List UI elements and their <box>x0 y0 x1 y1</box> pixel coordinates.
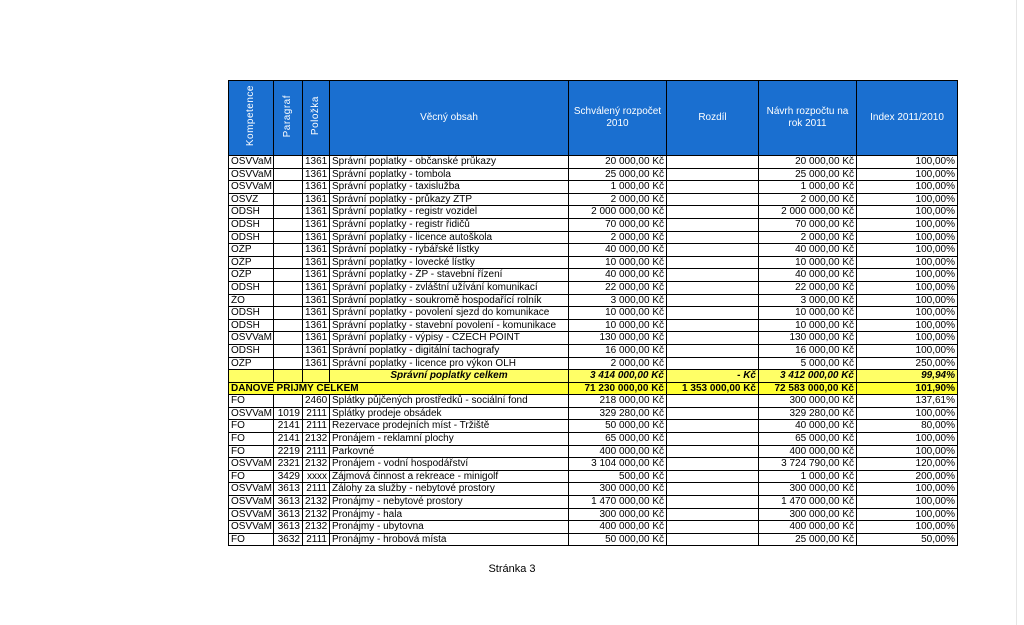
cell-polozka: 2111 <box>303 407 330 420</box>
cell-polozka: 1361 <box>303 244 330 257</box>
cell-rozdil <box>667 433 759 446</box>
cell-polozka: 1361 <box>303 156 330 169</box>
cell-kompetence: FO <box>229 533 274 546</box>
cell-kompetence: ODSH <box>229 281 274 294</box>
cell-schvaleny: 2 000 000,00 Kč <box>569 206 667 219</box>
cell-schvaleny: 65 000,00 Kč <box>569 433 667 446</box>
cell-paragraf: 2141 <box>274 433 303 446</box>
cell-rozdil <box>667 244 759 257</box>
cell-paragraf <box>274 357 303 370</box>
table-row <box>229 156 958 169</box>
cell-navrh: 3 000,00 Kč <box>759 294 857 307</box>
cell-rozdil <box>667 307 759 320</box>
cell-navrh: 16 000,00 Kč <box>759 344 857 357</box>
table-row <box>229 231 958 244</box>
table-row <box>229 445 958 458</box>
table-row <box>229 483 958 496</box>
cell-polozka: 2460 <box>303 395 330 408</box>
cell-paragraf <box>274 269 303 282</box>
cell-kompetence: ODSH <box>229 307 274 320</box>
cell-schvaleny: 70 000,00 Kč <box>569 218 667 231</box>
cell-schvaleny: 400 000,00 Kč <box>569 521 667 534</box>
cell-navrh: 22 000,00 Kč <box>759 281 857 294</box>
cell-index: 100,00% <box>857 521 958 534</box>
cell-paragraf: 3613 <box>274 521 303 534</box>
table-row <box>229 269 958 282</box>
cell-kompetence: ODSH <box>229 206 274 219</box>
cell-navrh: 300 000,00 Kč <box>759 508 857 521</box>
cell-polozka: 1361 <box>303 256 330 269</box>
cell-paragraf <box>274 193 303 206</box>
table-row <box>229 168 958 181</box>
cell-polozka: 1361 <box>303 218 330 231</box>
cell-kompetence: OSVVaM <box>229 521 274 534</box>
cell-rozdil <box>667 458 759 471</box>
cell-schvaleny: 218 000,00 Kč <box>569 395 667 408</box>
cell-paragraf <box>274 281 303 294</box>
cell-rozdil <box>667 470 759 483</box>
cell-index: 100,00% <box>857 168 958 181</box>
header-kompetence: Kompetence <box>229 81 274 156</box>
cell-navrh: 3 724 790,00 Kč <box>759 458 857 471</box>
cell-navrh: 300 000,00 Kč <box>759 395 857 408</box>
table-row <box>229 244 958 257</box>
cell-rozdil <box>667 357 759 370</box>
cell-paragraf <box>274 294 303 307</box>
cell-index: 50,00% <box>857 533 958 546</box>
cell-vecny-obsah: Správní poplatky - licence pro výkon OLH <box>330 357 569 370</box>
cell-navrh: 20 000,00 Kč <box>759 156 857 169</box>
cell-rozdil <box>667 395 759 408</box>
cell-paragraf: 3613 <box>274 496 303 509</box>
total-index: 101,90% <box>857 382 958 395</box>
cell-kompetence: FO <box>229 433 274 446</box>
cell-schvaleny: 40 000,00 Kč <box>569 269 667 282</box>
table-row <box>229 181 958 194</box>
total-rozdil: 1 353 000,00 Kč <box>667 382 759 395</box>
cell-polozka: 1361 <box>303 193 330 206</box>
subtotal-schvaleny: 3 414 000,00 Kč <box>569 370 667 383</box>
table-row <box>229 218 958 231</box>
cell-schvaleny: 22 000,00 Kč <box>569 281 667 294</box>
cell-vecny-obsah: Správní poplatky - výpisy - CZECH POINT <box>330 332 569 345</box>
cell-schvaleny: 500,00 Kč <box>569 470 667 483</box>
cell-vecny-obsah: Pronájmy - hrobová místa <box>330 533 569 546</box>
cell-rozdil <box>667 332 759 345</box>
cell-vecny-obsah: Správní poplatky - rybářské lístky <box>330 244 569 257</box>
cell-vecny-obsah: Zájmová činnost a rekreace - minigolf <box>330 470 569 483</box>
cell-polozka: 1361 <box>303 281 330 294</box>
cell-polozka: 1361 <box>303 307 330 320</box>
header-row <box>229 81 958 156</box>
cell-navrh: 1 000,00 Kč <box>759 181 857 194</box>
cell-kompetence: OSVVaM <box>229 458 274 471</box>
cell-vecny-obsah: Pronájmy - ubytovna <box>330 521 569 534</box>
cell-polozka: 2132 <box>303 458 330 471</box>
cell-schvaleny: 329 280,00 Kč <box>569 407 667 420</box>
cell-paragraf <box>274 244 303 257</box>
cell-vecny-obsah: Správní poplatky - digitální tachografy <box>330 344 569 357</box>
cell-schvaleny: 130 000,00 Kč <box>569 332 667 345</box>
cell-polozka: 2132 <box>303 433 330 446</box>
table-row <box>229 294 958 307</box>
cell-paragraf <box>274 218 303 231</box>
table-row <box>229 407 958 420</box>
cell-vecny-obsah: Správní poplatky - licence autoškola <box>330 231 569 244</box>
table-row <box>229 508 958 521</box>
cell-kompetence: ODSH <box>229 218 274 231</box>
cell-index: 250,00% <box>857 357 958 370</box>
total-schvaleny: 71 230 000,00 Kč <box>569 382 667 395</box>
cell-rozdil <box>667 193 759 206</box>
cell-index: 120,00% <box>857 458 958 471</box>
cell-paragraf <box>274 168 303 181</box>
cell-navrh: 400 000,00 Kč <box>759 521 857 534</box>
cell-schvaleny: 2 000,00 Kč <box>569 231 667 244</box>
cell-rozdil <box>667 168 759 181</box>
cell-vecny-obsah: Splátky půjčených prostředků - sociální fond <box>330 395 569 408</box>
cell-index: 100,00% <box>857 218 958 231</box>
cell-rozdil <box>667 483 759 496</box>
cell-rozdil <box>667 508 759 521</box>
cell-index: 100,00% <box>857 445 958 458</box>
cell-index: 100,00% <box>857 344 958 357</box>
cell-index: 100,00% <box>857 156 958 169</box>
cell-polozka: xxxx <box>303 470 330 483</box>
cell-schvaleny: 3 000,00 Kč <box>569 294 667 307</box>
cell-kompetence: OŽP <box>229 256 274 269</box>
cell-schvaleny: 40 000,00 Kč <box>569 244 667 257</box>
cell-polozka: 1361 <box>303 294 330 307</box>
cell-rozdil <box>667 344 759 357</box>
cell-kompetence: OSVZ <box>229 193 274 206</box>
totals-section <box>229 370 958 395</box>
cell-kompetence: OSVVaM <box>229 156 274 169</box>
table-row <box>229 307 958 320</box>
cell-kompetence: OSVVaM <box>229 332 274 345</box>
table-row <box>229 281 958 294</box>
table-row <box>229 344 958 357</box>
cell-vecny-obsah: Správní poplatky - občanské průkazy <box>330 156 569 169</box>
cell-vecny-obsah: Správní poplatky - lovecké lístky <box>330 256 569 269</box>
cell-index: 100,00% <box>857 483 958 496</box>
header-rozdil: Rozdíl <box>667 81 759 156</box>
cell-schvaleny: 400 000,00 Kč <box>569 445 667 458</box>
cell-rozdil <box>667 256 759 269</box>
cell-rozdil <box>667 420 759 433</box>
cell-paragraf <box>274 231 303 244</box>
cell-vecny-obsah: Pronájmy - nebytové prostory <box>330 496 569 509</box>
cell-paragraf: 2141 <box>274 420 303 433</box>
cell-paragraf <box>274 307 303 320</box>
cell-schvaleny: 20 000,00 Kč <box>569 156 667 169</box>
cell-schvaleny: 300 000,00 Kč <box>569 508 667 521</box>
cell-rozdil <box>667 496 759 509</box>
cell-rozdil <box>667 407 759 420</box>
cell-schvaleny: 10 000,00 Kč <box>569 307 667 320</box>
cell-schvaleny: 10 000,00 Kč <box>569 319 667 332</box>
header-index: Index 2011/2010 <box>857 81 958 156</box>
header-navrh-rozpoctu: Návrh rozpočtu na rok 2011 <box>759 81 857 156</box>
cell-kompetence: ODSH <box>229 319 274 332</box>
subtotal-navrh: 3 412 000,00 Kč <box>759 370 857 383</box>
cell-polozka: 2132 <box>303 508 330 521</box>
cell-kompetence: OŽP <box>229 269 274 282</box>
cell-schvaleny: 1 470 000,00 Kč <box>569 496 667 509</box>
cell-polozka: 1361 <box>303 332 330 345</box>
cell-rozdil <box>667 218 759 231</box>
cell-vecny-obsah: Správní poplatky - stavební povolení - komunikace <box>330 319 569 332</box>
cell-vecny-obsah: Správní poplatky - taxislužba <box>330 181 569 194</box>
table-row <box>229 332 958 345</box>
cell-polozka: 2111 <box>303 483 330 496</box>
cell-navrh: 40 000,00 Kč <box>759 420 857 433</box>
cell-kompetence: ODSH <box>229 231 274 244</box>
total-row <box>229 382 958 395</box>
table-row <box>229 256 958 269</box>
cell-index: 200,00% <box>857 470 958 483</box>
cell-vecny-obsah: Správní poplatky - povolení sjezd do komunikace <box>330 307 569 320</box>
cell-rozdil <box>667 294 759 307</box>
cell-vecny-obsah: Rezervace prodejních míst - Tržiště <box>330 420 569 433</box>
cell-rozdil <box>667 521 759 534</box>
cell-index: 100,00% <box>857 508 958 521</box>
cell-vecny-obsah: Správní poplatky - registr řidičů <box>330 218 569 231</box>
cell-rozdil <box>667 533 759 546</box>
cell-vecny-obsah: Splátky prodeje obsádek <box>330 407 569 420</box>
cell-vecny-obsah: Zálohy za služby - nebytové prostory <box>330 483 569 496</box>
cell-navrh: 1 000,00 Kč <box>759 470 857 483</box>
cell-index: 100,00% <box>857 307 958 320</box>
table-row <box>229 433 958 446</box>
cell-schvaleny: 10 000,00 Kč <box>569 256 667 269</box>
cell-vecny-obsah: Parkovné <box>330 445 569 458</box>
cell-vecny-obsah: Správní poplatky - soukromě hospodařící rolník <box>330 294 569 307</box>
table-row <box>229 470 958 483</box>
cell-navrh: 70 000,00 Kč <box>759 218 857 231</box>
cell-polozka: 1361 <box>303 344 330 357</box>
cell-kompetence: OSVVaM <box>229 181 274 194</box>
cell-rozdil <box>667 269 759 282</box>
cell-rozdil <box>667 445 759 458</box>
total-label: DAŇOVÉ PŘÍJMY CELKEM <box>229 382 569 395</box>
cell-index: 100,00% <box>857 206 958 219</box>
cell-index: 100,00% <box>857 407 958 420</box>
cell-rozdil <box>667 181 759 194</box>
cell-rozdil <box>667 206 759 219</box>
cell-rozdil <box>667 281 759 294</box>
table-row <box>229 357 958 370</box>
table-row <box>229 533 958 546</box>
header-polozka: Položka <box>303 81 330 156</box>
cell-paragraf <box>274 332 303 345</box>
cell-rozdil <box>667 319 759 332</box>
cell-index: 80,00% <box>857 420 958 433</box>
cell-navrh: 130 000,00 Kč <box>759 332 857 345</box>
table-row <box>229 420 958 433</box>
cell-navrh: 10 000,00 Kč <box>759 256 857 269</box>
cell-navrh: 65 000,00 Kč <box>759 433 857 446</box>
cell-navrh: 1 470 000,00 Kč <box>759 496 857 509</box>
cell-vecny-obsah: Správní poplatky - zvláštní užívání komunikací <box>330 281 569 294</box>
cell-paragraf <box>274 395 303 408</box>
cell-polozka: 1361 <box>303 206 330 219</box>
cell-navrh: 10 000,00 Kč <box>759 307 857 320</box>
cell-paragraf <box>274 319 303 332</box>
cell-navrh: 40 000,00 Kč <box>759 244 857 257</box>
cell-navrh: 25 000,00 Kč <box>759 168 857 181</box>
cell-index: 100,00% <box>857 319 958 332</box>
cell-navrh: 2 000 000,00 Kč <box>759 206 857 219</box>
cell-index: 100,00% <box>857 231 958 244</box>
cell-schvaleny: 16 000,00 Kč <box>569 344 667 357</box>
page-number: Stránka 3 <box>488 563 536 575</box>
table-row <box>229 206 958 219</box>
cell-index: 100,00% <box>857 281 958 294</box>
cell-navrh: 300 000,00 Kč <box>759 483 857 496</box>
cell-paragraf <box>274 206 303 219</box>
cell-kompetence: OŽP <box>229 244 274 257</box>
cell-polozka: 1361 <box>303 181 330 194</box>
cell-polozka: 2111 <box>303 445 330 458</box>
cell-index: 100,00% <box>857 332 958 345</box>
cell-index: 100,00% <box>857 193 958 206</box>
table-row <box>229 319 958 332</box>
cell-vecny-obsah: Správní poplatky - registr vozidel <box>330 206 569 219</box>
header-paragraf: Paragraf <box>274 81 303 156</box>
cell-vecny-obsah: Správní poplatky - ŽP - stavební řízení <box>330 269 569 282</box>
cell-rozdil <box>667 156 759 169</box>
cell-kompetence: OSVVaM <box>229 496 274 509</box>
cell-paragraf <box>274 181 303 194</box>
cell-vecny-obsah: Správní poplatky - průkazy ZTP <box>330 193 569 206</box>
cell-paragraf: 3429 <box>274 470 303 483</box>
page-edge-line <box>1016 0 1017 625</box>
cell-index: 100,00% <box>857 294 958 307</box>
cell-schvaleny: 300 000,00 Kč <box>569 483 667 496</box>
cell-navrh: 10 000,00 Kč <box>759 319 857 332</box>
cell-polozka: 2132 <box>303 521 330 534</box>
subtotal-row <box>229 370 958 383</box>
cell-index: 100,00% <box>857 496 958 509</box>
cell-schvaleny: 50 000,00 Kč <box>569 420 667 433</box>
cell-navrh: 329 280,00 Kč <box>759 407 857 420</box>
cell-navrh: 2 000,00 Kč <box>759 231 857 244</box>
cell-schvaleny: 25 000,00 Kč <box>569 168 667 181</box>
cell-paragraf: 2219 <box>274 445 303 458</box>
admin-fees-section <box>229 156 958 370</box>
cell-paragraf <box>274 156 303 169</box>
cell-polozka: 1361 <box>303 357 330 370</box>
cell-vecny-obsah: Správní poplatky - tombola <box>330 168 569 181</box>
cell-polozka: 2111 <box>303 533 330 546</box>
cell-kompetence: OŽP <box>229 357 274 370</box>
cell-schvaleny: 1 000,00 Kč <box>569 181 667 194</box>
cell-schvaleny: 2 000,00 Kč <box>569 193 667 206</box>
cell-kompetence: OSVVaM <box>229 483 274 496</box>
cell-navrh: 40 000,00 Kč <box>759 269 857 282</box>
table-row <box>229 521 958 534</box>
other-income-section <box>229 395 958 546</box>
cell-navrh: 5 000,00 Kč <box>759 357 857 370</box>
cell-kompetence: FO <box>229 395 274 408</box>
cell-vecny-obsah: Pronájem - reklamní plochy <box>330 433 569 446</box>
cell-polozka: 1361 <box>303 168 330 181</box>
subtotal-index: 99,94% <box>857 370 958 383</box>
cell-index: 100,00% <box>857 256 958 269</box>
table-row <box>229 458 958 471</box>
cell-polozka: 2132 <box>303 496 330 509</box>
cell-kompetence: FO <box>229 470 274 483</box>
cell-paragraf: 2321 <box>274 458 303 471</box>
table-row <box>229 395 958 408</box>
cell-schvaleny: 50 000,00 Kč <box>569 533 667 546</box>
subtotal-label: Správní poplatky celkem <box>330 370 569 383</box>
cell-kompetence: OSVVaM <box>229 168 274 181</box>
cell-polozka: 2111 <box>303 420 330 433</box>
cell-paragraf: 3632 <box>274 533 303 546</box>
cell-vecny-obsah: Pronájmy - hala <box>330 508 569 521</box>
cell-index: 100,00% <box>857 181 958 194</box>
table-row <box>229 496 958 509</box>
total-navrh: 72 583 000,00 Kč <box>759 382 857 395</box>
cell-paragraf: 3613 <box>274 508 303 521</box>
cell-kompetence: OSVVaM <box>229 407 274 420</box>
cell-kompetence: ŽO <box>229 294 274 307</box>
cell-vecny-obsah: Pronájem - vodní hospodářství <box>330 458 569 471</box>
cell-paragraf: 1019 <box>274 407 303 420</box>
cell-schvaleny: 2 000,00 Kč <box>569 357 667 370</box>
cell-paragraf: 3613 <box>274 483 303 496</box>
cell-index: 137,61% <box>857 395 958 408</box>
cell-kompetence: FO <box>229 420 274 433</box>
cell-navrh: 400 000,00 Kč <box>759 445 857 458</box>
header-schvaleny-rozpocet: Schválený rozpočet 2010 <box>569 81 667 156</box>
cell-index: 100,00% <box>857 433 958 446</box>
subtotal-rozdil: - Kč <box>667 370 759 383</box>
cell-index: 100,00% <box>857 269 958 282</box>
cell-navrh: 25 000,00 Kč <box>759 533 857 546</box>
cell-rozdil <box>667 231 759 244</box>
cell-kompetence: ODSH <box>229 344 274 357</box>
cell-paragraf <box>274 344 303 357</box>
cell-polozka: 1361 <box>303 319 330 332</box>
cell-polozka: 1361 <box>303 231 330 244</box>
budget-table <box>228 80 958 546</box>
table-row <box>229 193 958 206</box>
cell-kompetence: OSVVaM <box>229 508 274 521</box>
cell-kompetence: FO <box>229 445 274 458</box>
cell-paragraf <box>274 256 303 269</box>
cell-polozka: 1361 <box>303 269 330 282</box>
header-vecny-obsah: Věcný obsah <box>330 81 569 156</box>
cell-index: 100,00% <box>857 244 958 257</box>
cell-navrh: 2 000,00 Kč <box>759 193 857 206</box>
cell-schvaleny: 3 104 000,00 Kč <box>569 458 667 471</box>
